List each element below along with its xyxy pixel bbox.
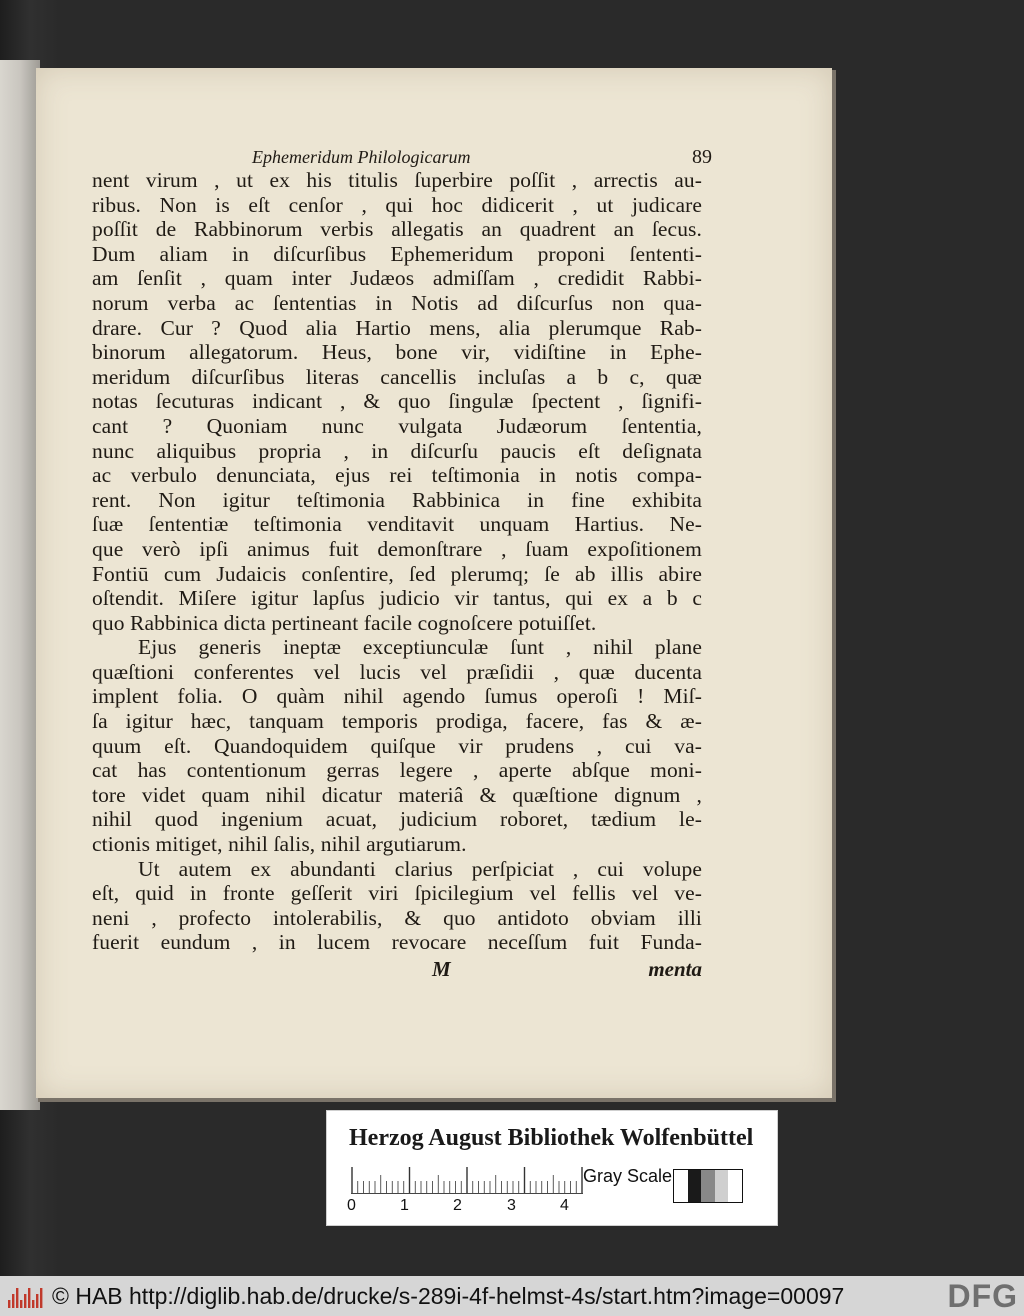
- text-line: Fontiū cum Judaicis conſentire, ſed plerumq; ſe ab illis abire: [92, 561, 702, 586]
- text-line: oſtendit. Miſere igitur lapſus judicio vir tantus, qui ex a b c: [92, 586, 702, 611]
- text-line: ſuæ ſententiæ teſtimonia venditavit unquam Hartius. Ne-: [92, 512, 702, 537]
- text-line: Ut autem ex abundanti clarius perſpiciat , cui volupe: [138, 856, 702, 881]
- text-line: cant ? Quoniam nunc vulgata Judæorum ſententia,: [92, 413, 702, 438]
- ruler-number: 2: [453, 1197, 462, 1214]
- catchwords-row: [92, 957, 702, 982]
- text-line: Dum aliam in diſcurſibus Ephemeridum proponi ſententi-: [92, 241, 702, 266]
- gray-swatch: [715, 1170, 729, 1202]
- text-line: am ſenſit , quam inter Judæos admiſſam , credidit Rabbi-: [92, 266, 702, 291]
- text-line: nent virum , ut ex his titulis ſuperbire poſſit , arrectis au-: [92, 168, 702, 192]
- colorbar-title: Herzog August Bibliothek Wolfenbüttel: [349, 1125, 754, 1151]
- hab-logo-bar: [24, 1294, 26, 1308]
- text-line: quæſtioni conferentes vel lucis vel præſidii , quæ ducenta: [92, 659, 702, 684]
- gray-swatch: [674, 1170, 688, 1202]
- catchword: menta: [648, 957, 702, 981]
- hab-logo-bar: [8, 1300, 10, 1308]
- hab-logo-bar: [20, 1300, 22, 1308]
- hab-logo-bar: [16, 1288, 18, 1308]
- ruler-number: 4: [560, 1197, 569, 1214]
- text-line: Ejus generis ineptæ exceptiunculæ ſunt , nihil plane: [138, 635, 702, 660]
- text-line: norum verba ac ſententias in Notis ad diſcurſus non qua-: [92, 290, 702, 315]
- text-line: que verò ipſi animus fuit demonſtrare , ſuam expoſitionem: [92, 536, 702, 561]
- text-line: ribus. Non is eſt cenſor , qui hoc didicerit , ut judicare: [92, 192, 702, 217]
- text-line: nihil quod ingenium acuat, judicium roboret, tædium le-: [92, 807, 702, 832]
- text-body: [92, 168, 702, 955]
- ruler-scale: [351, 1163, 583, 1194]
- ruler-number: 0: [347, 1197, 356, 1214]
- text-line: fuerit eundum , in lucem revocare neceſſum fuit Funda-: [92, 930, 702, 955]
- footer-copyright-url[interactable]: © HAB http://diglib.hab.de/drucke/s-289i-4f-helmst-4s/start.htm?image=00097: [52, 1283, 845, 1309]
- gray-swatch: [728, 1170, 742, 1202]
- text-line: notas ſecuturas indicant , & quo ſingulæ ſpectent , ſignifi-: [92, 389, 702, 414]
- page-content: [92, 146, 712, 982]
- ruler-number: 1: [400, 1197, 409, 1214]
- hab-logo-bar: [28, 1288, 30, 1308]
- hab-logo-bar: [40, 1288, 42, 1308]
- page-number: 89: [692, 146, 712, 168]
- text-line: rent. Non igitur teſtimonia Rabbinica in fine exhibita: [92, 487, 702, 512]
- book-page: [36, 68, 832, 1098]
- left-page-edge: [0, 60, 40, 1110]
- text-line: poſſit de Rabbinorum verbis allegatis an quadrent an ſecus.: [92, 217, 702, 242]
- text-line: cat has contentionum gerras legere , aperte abſque moni-: [92, 758, 702, 783]
- running-head: [92, 146, 712, 168]
- hab-logo-icon: [6, 1282, 46, 1310]
- text-line: meridum diſcurſibus literas cancellis incluſas a b c, quæ: [92, 364, 702, 389]
- signature-mark: M: [432, 957, 451, 981]
- hab-logo-bar: [12, 1294, 14, 1308]
- hab-logo-bar: [32, 1300, 34, 1308]
- text-line: neni , profecto intolerabilis, & quo antidoto obviam illi: [92, 905, 702, 930]
- text-line: ctionis mitiget, nihil ſalis, nihil argutiarum.: [92, 832, 467, 857]
- text-line: ſa igitur hæc, tanquam temporis prodiga, facere, fas & æ-: [92, 709, 702, 734]
- color-calibration-bar: [326, 1110, 778, 1226]
- gray-scale-label: Gray Scale: [583, 1166, 673, 1186]
- text-line: binorum allegatorum. Heus, bone vir, vidiſtine in Ephe-: [92, 340, 702, 365]
- ruler-number: 3: [507, 1197, 516, 1214]
- gray-swatch: [701, 1170, 715, 1202]
- hab-logo-bar: [36, 1294, 38, 1308]
- text-line: eſt, quid in fronte geſſerit viri ſpicilegium vel fellis vel ve-: [92, 881, 702, 906]
- gray-scale-swatches: [673, 1169, 743, 1203]
- text-line: nunc aliquibus propria , in diſcurſu paucis eſt deſignata: [92, 438, 702, 463]
- text-line: quum eſt. Quandoquidem quiſque vir prudens , cui va-: [92, 733, 702, 758]
- text-line: ac verbulo denunciata, ejus rei teſtimonia in notis compa-: [92, 463, 702, 488]
- ruler-ticks: [351, 1163, 583, 1193]
- text-line: quo Rabbinica dicta pertineant facile cognoſcere potuiſſet.: [92, 610, 597, 635]
- gray-swatch: [688, 1170, 702, 1202]
- footer-bar: [0, 1276, 1024, 1316]
- text-line: tore videt quam nihil dicatur materiâ & quæſtione dignum ,: [92, 782, 702, 807]
- running-head-title: Ephemeridum Philologicarum: [252, 147, 471, 167]
- dfg-logo: DFG: [947, 1278, 1018, 1314]
- text-line: implent folia. O quàm nihil agendo ſumus operoſi ! Miſ-: [92, 684, 702, 709]
- text-line: drare. Cur ? Quod alia Hartio mens, alia plerumque Rab-: [92, 315, 702, 340]
